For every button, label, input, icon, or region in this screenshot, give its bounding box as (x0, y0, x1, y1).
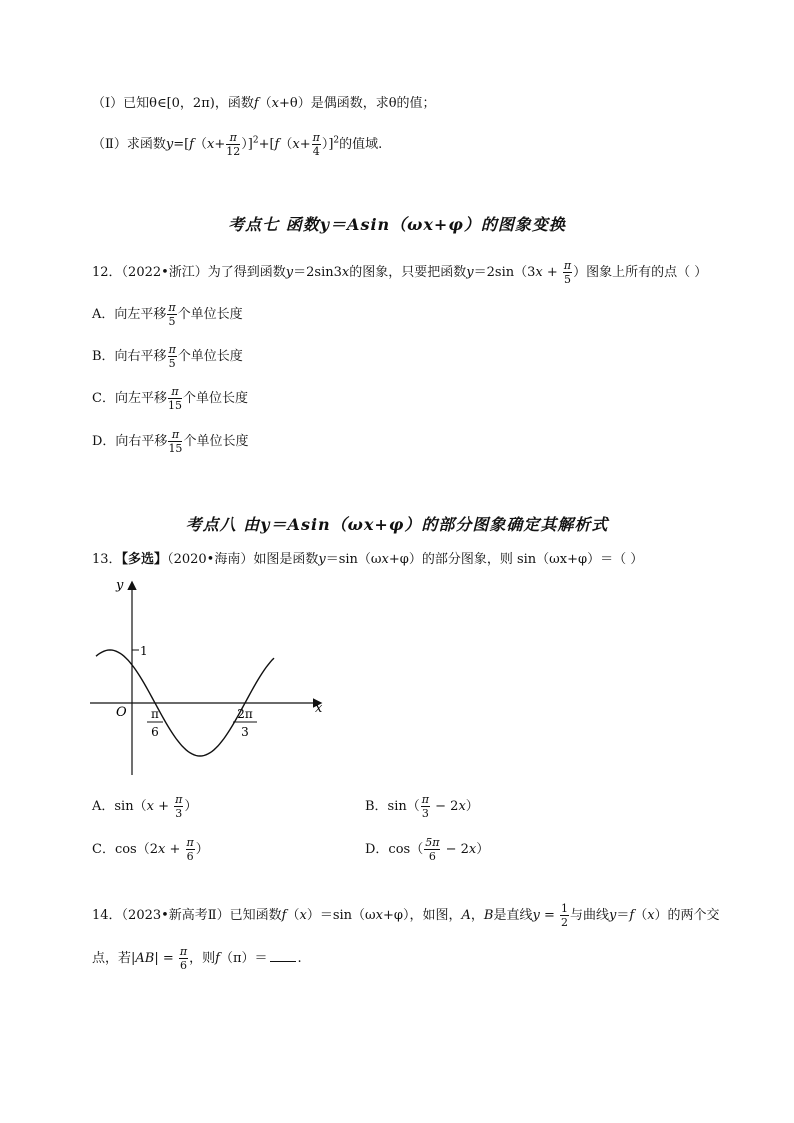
tick2-num: 2π (237, 707, 253, 721)
fraction: $\frac{\pi}{6}$ (186, 836, 194, 863)
answer-blank[interactable] (270, 961, 296, 962)
y-one-label: 1 (140, 644, 148, 658)
fraction: $\frac{\pi}{6}$ (179, 945, 188, 972)
tick2-den: 3 (241, 725, 249, 739)
q12-option-d[interactable]: D．向右平移 $\frac{\pi}{15}$ 个单位长度 (92, 428, 249, 455)
fraction: $\frac{\pi}{5}$ (168, 343, 176, 370)
prev-part2: （Ⅱ）求函数y=[f（x+ $\frac{\pi}{12}$ ）]$^2$+[f（x+ $\frac{\pi}{4}$ ）]$^2$的值域. (92, 131, 383, 158)
q12-option-a[interactable]: A．向左平移 $\frac{\pi}{5}$ 个单位长度 (92, 301, 243, 328)
q12-option-c[interactable]: C．向左平移 $\frac{\pi}{15}$ 个单位长度 (92, 385, 248, 412)
fraction: $\frac{\pi}{15}$ (168, 428, 183, 455)
fraction: $\frac{\pi}{5}$ (168, 301, 176, 328)
fraction: $\frac{\pi}{4}$ (312, 131, 320, 158)
question-14-line1: 14．（2023•新高考Ⅱ）已知函数f（x）＝sin（ωx+φ），如图，A，B是直线y = $\frac{1}{2}$ 与曲线y＝f（x）的两个交 (92, 902, 720, 929)
section-heading-8: 考点八 由y＝Asin（ωx+φ）的部分图象确定其解析式 (185, 515, 609, 534)
origin-label: O (116, 705, 127, 720)
sine-graph (90, 575, 330, 780)
fraction: $\frac{\pi}{15}$ (167, 385, 182, 412)
tick1-num: π (151, 707, 159, 721)
y-axis-label: y (116, 578, 124, 593)
prev-part1: （Ⅰ）已知θ∈[0，2π)，函数f（x+θ）是偶函数，求θ的值； (92, 96, 436, 111)
question-12: 12．（2022•浙江）为了得到函数y＝2sin3x的图象，只要把函数y＝2sin（3x + $\frac{\pi}{5}$ ）图象上所有的点（ ） (92, 259, 708, 286)
q13-option-a[interactable]: A．sin（x + $\frac{\pi}{3}$ ） (92, 793, 198, 820)
q13-option-b[interactable]: B．sin（ $\frac{\pi}{3}$ − 2x） (365, 793, 479, 820)
fraction: $\frac{1}{2}$ (560, 902, 568, 929)
tick1-den: 6 (151, 725, 159, 739)
fraction: $\frac{\pi}{12}$ (226, 131, 241, 158)
fraction: $\frac{\pi}{5}$ (563, 259, 572, 286)
section-heading-7: 考点七 函数y＝Asin（ωx+φ）的图象变换 (228, 215, 566, 234)
fraction: $\frac{5\pi}{6}$ (425, 836, 440, 863)
fraction: $\frac{\pi}{3}$ (421, 793, 429, 820)
q13-option-c[interactable]: C．cos（2x + $\frac{\pi}{6}$ ） (92, 836, 209, 863)
x-axis-label: x (315, 701, 323, 716)
q13-option-d[interactable]: D．cos（ $\frac{5\pi}{6}$ − 2x） (365, 836, 490, 863)
fraction: $\frac{\pi}{3}$ (175, 793, 183, 820)
question-13: 13．【多选】（2020•海南）如图是函数y＝sin（ωx+φ）的部分图象，则 sin（ωx+φ）＝（ ） (92, 552, 644, 567)
question-14-line2: 点，若|AB| = $\frac{\pi}{6}$ ，则f（π）＝ . (92, 945, 302, 972)
q12-option-b[interactable]: B．向右平移 $\frac{\pi}{5}$ 个单位长度 (92, 343, 243, 370)
